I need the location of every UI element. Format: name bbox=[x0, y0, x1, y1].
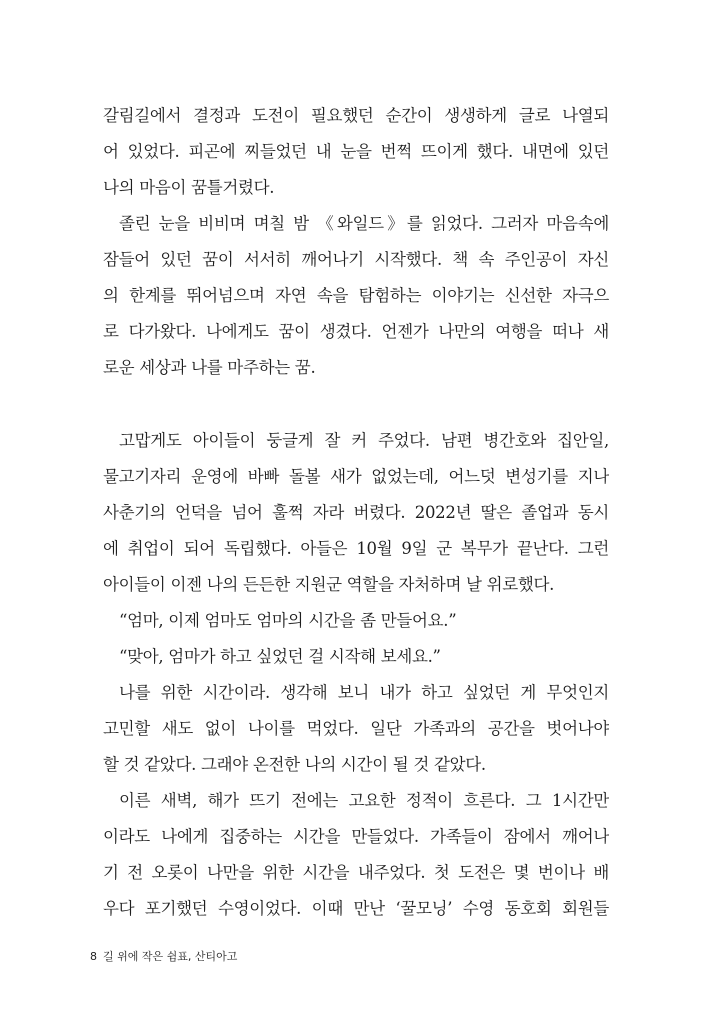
body-text bbox=[103, 98, 609, 927]
dialogue-quote bbox=[103, 639, 609, 675]
dialogue-quote bbox=[103, 603, 609, 639]
text-line: 졸린 눈을 비비며 며칠 밤 《와일드》를 읽었다. 그러자 마음속에 bbox=[119, 214, 609, 233]
text-line: 잠들어 있던 꿈이 서서히 깨어나기 시작했다. 책 속 주인공이 자신 bbox=[103, 250, 609, 269]
text-line: 나의 마음이 꿈틀거렸다. bbox=[103, 178, 275, 197]
text-line: 고맙게도 아이들이 둥글게 잘 커 주었다. 남편 병간호와 집안일, bbox=[119, 431, 609, 450]
text-line: 기 전 오롯이 나만을 위한 시간을 내주었다. 첫 도전은 몇 번이나 배 bbox=[103, 863, 609, 882]
text-line: 갈림길에서 결정과 도전이 필요했던 순간이 생생하게 글로 나열되 bbox=[103, 106, 609, 125]
text-line: 아이들이 이젠 나의 든든한 지원군 역할을 자처하며 날 위로했다. bbox=[103, 575, 555, 594]
text-line: 사춘기의 언덕을 넘어 훌쩍 자라 버렸다. 2022년 딸은 졸업과 동시 bbox=[103, 503, 609, 522]
paragraph bbox=[103, 675, 609, 783]
text-line: 에 취업이 되어 독립했다. 아들은 10월 9일 군 복무가 끝난다. 그런 bbox=[103, 539, 609, 558]
text-line: 의 한계를 뛰어넘으며 자연 속을 탐험하는 이야기는 신선한 자극으 bbox=[103, 286, 609, 305]
text-line: 고민할 새도 없이 나이를 먹었다. 일단 가족과의 공간을 벗어나야 bbox=[103, 719, 609, 738]
text-line: 할 것 같았다. 그래야 온전한 나의 시간이 될 것 같았다. bbox=[103, 755, 486, 774]
text-line: “엄마, 이제 엄마도 엄마의 시간을 좀 만들어요.” bbox=[119, 611, 457, 630]
paragraph bbox=[103, 423, 609, 603]
paragraph bbox=[103, 206, 609, 386]
text-line: 로운 세상과 나를 마주하는 꿈. bbox=[103, 358, 316, 377]
page-number: 8 bbox=[90, 950, 97, 963]
text-line: 물고기자리 운영에 바빠 돌볼 새가 없었는데, 어느덧 변성기를 지나 bbox=[103, 467, 609, 486]
text-line: 이라도 나에게 집중하는 시간을 만들었다. 가족들이 잠에서 깨어나 bbox=[103, 827, 609, 846]
text-line: 이른 새벽, 해가 뜨기 전에는 고요한 정적이 흐른다. 그 1시간만 bbox=[119, 791, 609, 810]
paragraph bbox=[103, 98, 609, 206]
section-break bbox=[103, 386, 609, 423]
text-line: “맞아, 엄마가 하고 싶었던 걸 시작해 보세요.” bbox=[119, 647, 441, 666]
text-line: 어 있었다. 피곤에 찌들었던 내 눈을 번쩍 뜨이게 했다. 내면에 있던 bbox=[103, 142, 609, 161]
text-line: 로 다가왔다. 나에게도 꿈이 생겼다. 언젠가 나만의 여행을 떠나 새 bbox=[103, 322, 609, 341]
page-footer bbox=[90, 948, 237, 964]
text-line: 나를 위한 시간이라. 생각해 보니 내가 하고 싶었던 게 무엇인지 bbox=[119, 683, 609, 702]
text-line: 우다 포기했던 수영이었다. 이때 만난 ‘꿀모닝’ 수영 동호회 회원들 bbox=[103, 899, 609, 918]
paragraph bbox=[103, 783, 609, 927]
running-title: 길 위에 작은 쉼표, 산티아고 bbox=[103, 950, 238, 963]
